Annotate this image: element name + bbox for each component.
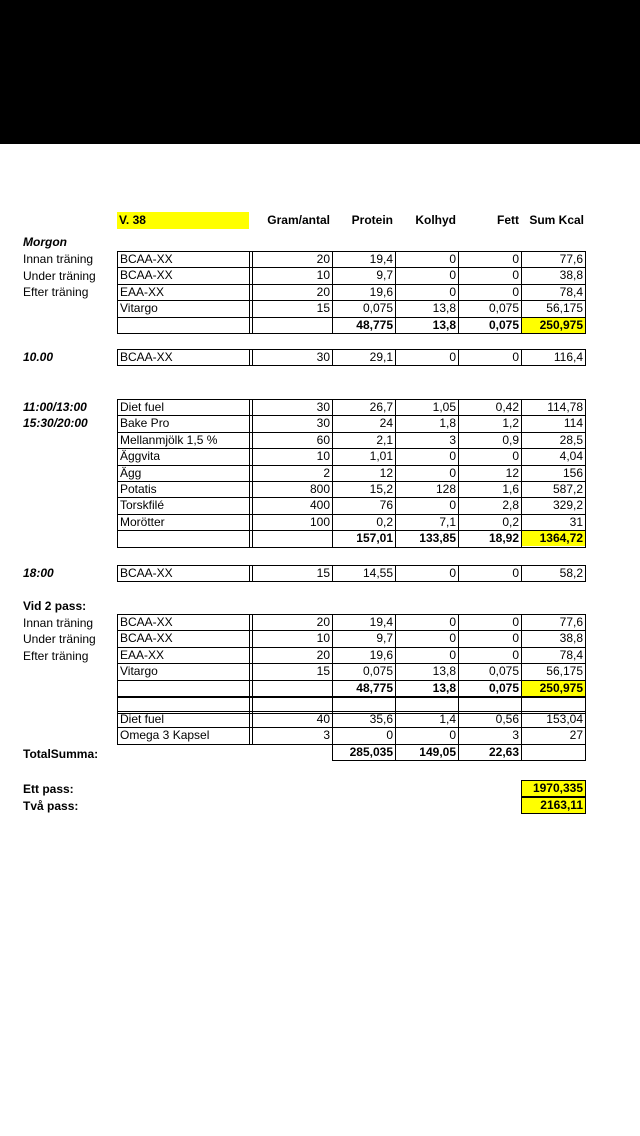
morning-table-row-kolhyd: 0 [449,285,456,299]
two-pass-table-row-item: BCAA-XX [120,631,173,645]
morning-title: Morgon [23,235,67,249]
top-black-bar [0,0,640,144]
meals-table-row-kcal: 28,5 [559,433,583,447]
ten-table-row-fett: 0 [512,350,519,364]
extras-table-row-item: Omega 3 Kapsel [120,728,210,742]
morning-table-row-item: BCAA-XX [120,268,173,282]
header-kolhyd: Kolhyd [415,213,456,227]
two-pass-label-2: Efter träning [23,649,89,663]
morning-table-row-item: EAA-XX [120,285,165,299]
meals-table-row-kolhyd: 0 [449,498,456,512]
meals-table-row-gram: 800 [309,482,330,496]
meals-table-row-protein: 1,01 [369,449,393,463]
ten-table-row-gram: 30 [316,350,330,364]
meals-table-row-fett: 1,2 [502,416,519,430]
meals-table-row-item: Ägg [120,466,142,480]
one-pass-value: 1970,335 [532,781,583,795]
morning-table-row-protein: 19,6 [369,285,393,299]
meals-table-row-protein: 0,2 [376,515,393,529]
two-pass-table-row-kcal: 38,8 [559,631,583,645]
extras-table-row-kolhyd: 0 [449,728,456,742]
morning-table-row-gram: 10 [316,268,330,282]
header-kcal: Sum Kcal [529,213,584,227]
meals-table-row-protein: 15,2 [369,482,393,496]
ten-table-row-kolhyd: 0 [449,350,456,364]
header-gram: Gram/antal [267,213,330,227]
one-pass-label: Ett pass: [23,782,74,796]
extras-table-row-item: Diet fuel [120,712,165,726]
two-pass-table-row-kolhyd: 0 [449,631,456,645]
extras-table-row-fett: 3 [512,728,519,742]
meals-table-row-item: Diet fuel [120,400,165,414]
two-pass-table-divider [252,614,253,697]
two-pass-table-row-fett: 0 [512,631,519,645]
meals-table-divider [249,399,250,548]
morning-label-0: Innan träning [23,252,94,266]
two-pass-table-row-kcal: 56,175 [546,664,583,678]
extras-table-row-gram: 40 [316,712,330,726]
eighteen-table-row-item: BCAA-XX [120,566,173,580]
meals-table-row-item: Mellanmjölk 1,5 % [120,433,218,447]
header-protein: Protein [351,213,393,227]
morning-table-divider [252,251,253,334]
total-summa-col-line [521,744,522,761]
morning-table-row-protein: 19,4 [369,252,393,266]
two-pass-title: Vid 2 pass: [23,599,87,613]
total-summa-fett: 22,63 [488,745,519,759]
two-pass-table-row-protein: 19,6 [369,648,393,662]
morning-table-row-item: BCAA-XX [120,252,173,266]
meals-table-row-item: Morötter [120,515,165,529]
meals-table-row-kcal: 31 [569,515,583,529]
meals-table-row-kcal: 587,2 [552,482,583,496]
morning-table-row-kolhyd: 0 [449,252,456,266]
morning-table-row-fett: 0,075 [488,301,519,315]
eighteen-table-row-kolhyd: 0 [449,566,456,580]
meals-table-row-gram: 30 [316,400,330,414]
meals-table-row-gram: 2 [323,466,330,480]
two-pass-table-row-kolhyd: 0 [449,648,456,662]
morning-table-row-fett: 0 [512,252,519,266]
meals-time-1: 11:00/13:00 [23,400,87,414]
two-pass-label-1: Under träning [23,632,96,646]
meals-table-row-kcal: 329,2 [552,498,583,512]
extras-table-row-gram: 3 [323,728,330,742]
two-pass-table-row-protein: 0,075 [362,664,393,678]
morning-label-1: Under träning [23,269,96,283]
ten-table-row-item: BCAA-XX [120,350,173,364]
morning-table-row-gram: 15 [316,301,330,315]
meals-table-row-kolhyd: 1,8 [439,416,456,430]
morning-table-row-kcal: 56,175 [546,301,583,315]
two-pass-table-row-kcal: 77,6 [559,615,583,629]
two-pass-table-row-gram: 15 [316,664,330,678]
morning-table-row-fett: 0 [512,268,519,282]
morning-table-total-kcal: 250,975 [522,318,585,333]
meals-table-row-fett: 0,42 [495,400,519,414]
meals-table-row-gram: 60 [316,433,330,447]
morning-table-row-kcal: 38,8 [559,268,583,282]
meals-table-row-fett: 1,6 [502,482,519,496]
two-pass-table-row-gram: 10 [316,631,330,645]
two-pass-table-total-kcal: 250,975 [522,681,585,696]
morning-table-row-protein: 9,7 [376,268,393,282]
morning-table-total-kolhyd: 13,8 [432,318,456,332]
meals-time-2: 15:30/20:00 [23,416,88,430]
ten-table-row-protein: 29,1 [369,350,393,364]
meals-table-row-protein: 12 [379,466,393,480]
meals-table-row-item: Äggvita [120,449,161,463]
ten-table-row-kcal: 116,4 [553,350,583,364]
two-pass-table-row-item: EAA-XX [120,648,165,662]
morning-table-row-gram: 20 [316,252,330,266]
meals-table-row-fett: 0 [512,449,519,463]
meals-table-row-protein: 76 [379,498,393,512]
meals-table-row-kcal: 114 [563,416,583,430]
meals-table-total-kolhyd: 133,85 [419,531,456,545]
meals-table-row-kolhyd: 3 [449,433,456,447]
meals-table-row-item: Torskfilé [120,498,165,512]
eighteen-table-row-kcal: 58,2 [559,566,583,580]
two-pass-table-row-fett: 0,075 [488,664,519,678]
ten-table-divider [252,349,253,366]
extras-table-row-kcal: 27 [569,728,583,742]
meals-table-row-kcal: 114,78 [547,400,583,414]
morning-table-row-gram: 20 [316,285,330,299]
extras-table-row-protein: 0 [386,728,393,742]
eighteen-table-row-protein: 14,55 [362,566,393,580]
two-pass-table-row-gram: 20 [316,648,330,662]
morning-table-row-item: Vitargo [120,301,158,315]
meals-table-row-gram: 10 [316,449,330,463]
header-fett: Fett [497,213,519,227]
meals-table-row-kolhyd: 0 [449,466,456,480]
total-summa-protein: 285,035 [349,745,393,759]
extras-table-row-kcal: 153,04 [546,712,583,726]
two-pass-table-row-kcal: 78,4 [559,648,583,662]
meals-table-divider [252,399,253,548]
morning-table-row-kcal: 77,6 [559,252,583,266]
two-pass-table-divider [249,614,250,697]
ten-table-divider [249,349,250,366]
meals-table-row-protein: 26,7 [369,400,393,414]
extras-table-divider [249,711,250,745]
two-pass-table-row-kolhyd: 0 [449,615,456,629]
meals-table-row-gram: 400 [309,498,330,512]
total-summa-label: TotalSumma: [23,747,99,761]
morning-table-total-fett: 0,075 [488,318,519,332]
eighteen-time: 18:00 [23,566,54,580]
two-pass-table-row-fett: 0 [512,615,519,629]
eighteen-table-row-fett: 0 [512,566,519,580]
two-pass-total-value: 2163,11 [540,798,583,812]
morning-label-2: Efter träning [23,285,89,299]
meals-table-row-gram: 30 [316,416,330,430]
extras-table-row-kolhyd: 1,4 [439,712,456,726]
morning-table-divider [249,251,250,334]
meals-table-row-gram: 100 [309,515,330,529]
meals-table-row-kcal: 156 [562,466,583,480]
meals-table-row-item: Bake Pro [120,416,170,430]
meals-table-row-protein: 2,1 [376,433,393,447]
meals-table-total-protein: 157,01 [356,531,393,545]
meals-table-row-kolhyd: 128 [435,482,456,496]
two-pass-label-0: Innan träning [23,616,94,630]
two-pass-table-row-kolhyd: 13,8 [432,664,456,678]
two-pass-table-row-item: BCAA-XX [120,615,173,629]
two-pass-table-row-fett: 0 [512,648,519,662]
meals-table-total-kcal: 1364,72 [522,531,585,546]
two-pass-table-row-protein: 9,7 [376,631,393,645]
week-label: V. 38 [117,212,249,229]
meals-table-row-item: Potatis [120,482,157,496]
morning-table-row-protein: 0,075 [362,301,393,315]
meals-table-row-fett: 2,8 [502,498,519,512]
meals-table-row-fett: 0,9 [502,433,519,447]
two-pass-table-row-item: Vitargo [120,664,158,678]
meals-table-row-protein: 24 [379,416,393,430]
ten-time: 10.00 [23,350,54,364]
extras-table-divider [252,711,253,745]
two-pass-table-row-gram: 20 [316,615,330,629]
meals-table-row-kolhyd: 1,05 [432,400,456,414]
two-pass-table-total-protein: 48,775 [356,681,393,695]
meals-table-row-kolhyd: 0 [449,449,456,463]
morning-table-row-kolhyd: 13,8 [432,301,456,315]
meals-table-row-fett: 0,2 [502,515,519,529]
morning-table-row-kolhyd: 0 [449,268,456,282]
eighteen-table-divider [249,565,250,582]
morning-table-row-kcal: 78,4 [559,285,583,299]
extras-table-row-protein: 35,6 [369,712,393,726]
two-pass-table-total-fett: 0,075 [488,681,519,695]
two-pass-table-total-kolhyd: 13,8 [432,681,456,695]
extras-table-row-fett: 0,56 [495,712,519,726]
morning-table-row-fett: 0 [512,285,519,299]
morning-table-total-protein: 48,775 [356,318,393,332]
meals-table-row-kcal: 4,04 [559,449,583,463]
meals-table-row-kolhyd: 7,1 [439,515,456,529]
total-summa-kolhyd: 149,05 [419,745,456,759]
meals-table-row-fett: 12 [505,466,519,480]
meals-table-total-fett: 18,92 [488,531,519,545]
eighteen-table-divider [252,565,253,582]
two-pass-table-row-protein: 19,4 [369,615,393,629]
two-pass-total-label: Två pass: [23,799,79,813]
eighteen-table-row-gram: 15 [316,566,330,580]
